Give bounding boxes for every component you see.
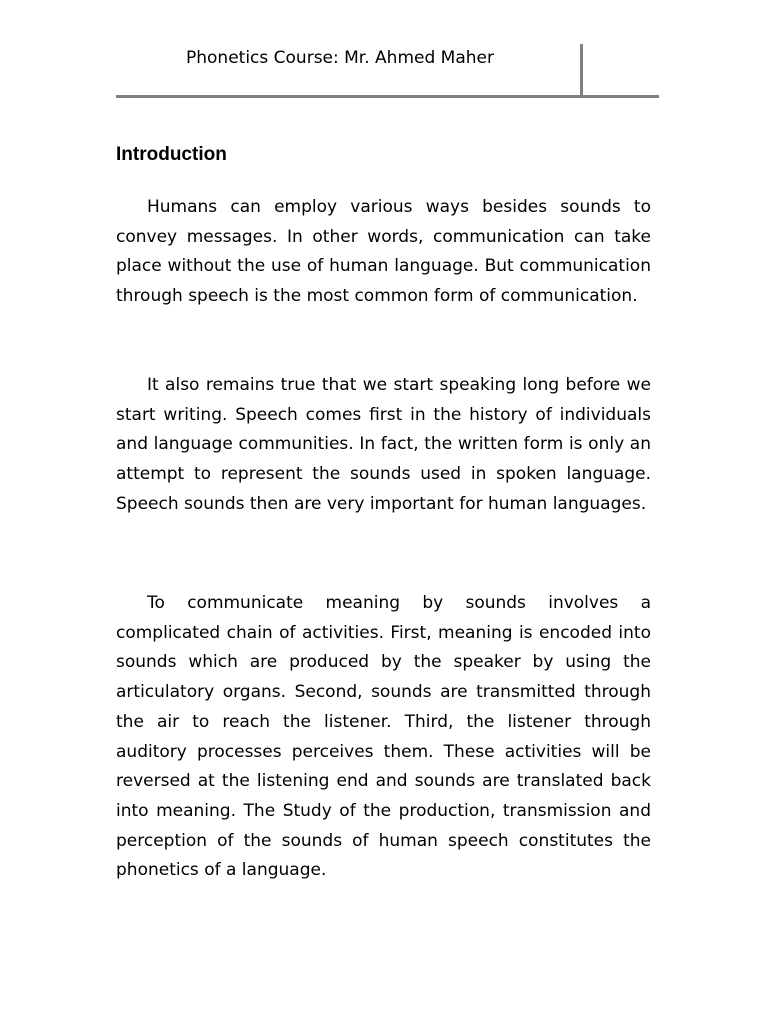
header-title: Phonetics Course: Mr. Ahmed Maher	[186, 48, 494, 68]
paragraph-3: To communicate meaning by sounds involves a complicated chain of activities. First, meaning is encoded into sounds which are produced by the speaker by using the articulatory organs. Second, sounds are transmitted through the air to reach the listener. Third, the listener through auditory processes perceives them. These activities will be reversed at the listening end and sounds are translated back into meaning. The Study of the production, transmission and perception of the sounds of human speech constitutes the phonetics of a language.	[116, 593, 651, 881]
section-heading: Introduction	[116, 144, 227, 165]
paragraph-2: It also remains true that we start speaking long before we start writing. Speech comes first in the history of individuals and language communities. In fact, the written form is only an attempt to represent the sounds used in spoken language. Speech sounds then are very important for human languages.	[116, 375, 651, 514]
page-header	[116, 44, 659, 98]
header-vertical-rule	[580, 44, 583, 95]
paragraph-1: Humans can employ various ways besides sounds to convey messages. In other words, communication can take place without the use of human language. But communication through speech is the most common form of communication.	[116, 197, 651, 307]
header-horizontal-rule	[116, 95, 659, 98]
